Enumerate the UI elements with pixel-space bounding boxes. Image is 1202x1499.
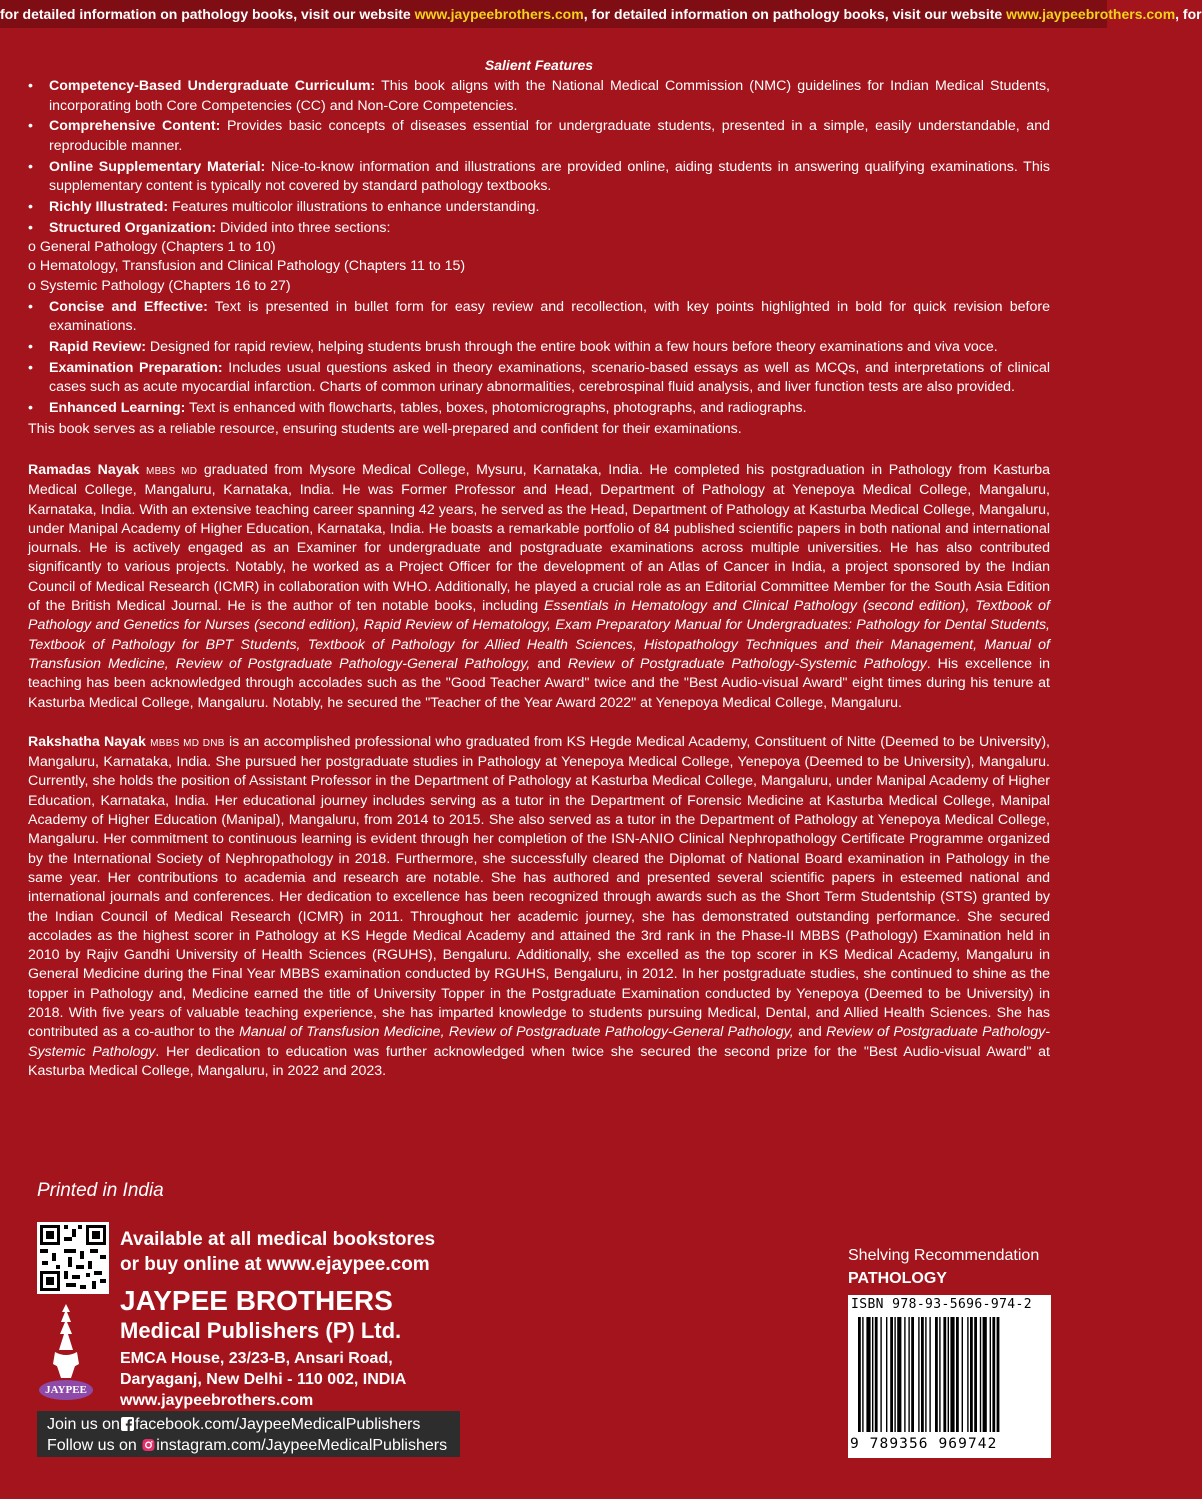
publisher-name: JAYPEE BROTHERS [120,1285,393,1316]
barcode-bar [925,1317,926,1432]
feature-item: • Richly Illustrated: Features multicolor illustrations to enhance understanding. [28,198,1050,217]
barcode-bar [997,1317,1000,1432]
barcode-bar [921,1317,924,1432]
author-degrees: MBBS MD [145,465,198,477]
qr-code-icon[interactable] [37,1222,109,1294]
shelving-category: PATHOLOGY [848,1270,947,1287]
barcode-bar [908,1317,909,1432]
top-banner [0,0,1202,28]
feature-item: • Comprehensive Content: Provides basic concepts of diseases essential for undergraduate students, presented in a simple, easily understandable, and reproducible manner. [28,117,1050,156]
section-item: o Systemic Pathology (Chapters 16 to 27) [28,277,291,294]
banner-website-1[interactable]: www.jaypeebrothers.com [414,6,584,22]
feature-item: • Enhanced Learning: Text is enhanced with flowcharts, tables, boxes, photomicrographs, photographs, and radiographs. [28,399,1050,418]
salient-closing: This book serves as a reliable resource, ensuring students are well-prepared and confident for their examinations. [28,420,742,437]
author-name: Ramadas Nayak [28,461,140,478]
isbn-barcode [848,1295,1051,1458]
publisher-address-2: Daryaganj, New Delhi - 110 002, INDIA [120,1371,407,1388]
barcode-bar [880,1317,881,1432]
instagram-link[interactable]: instagram.com/JaypeeMedicalPublishers [156,1437,448,1454]
barcode-bar [970,1317,973,1432]
section-item: o Hematology, Transfusion and Clinical Pathology (Chapters 11 to 15) [28,258,466,275]
barcode-bar [929,1317,930,1432]
barcode-bar [872,1317,873,1432]
barcode-bar [974,1317,977,1432]
barcode-bar [918,1317,919,1432]
banner-text-1: for detailed information on pathology books, visit our website [0,6,415,22]
feature-item: • Online Supplementary Material: Nice-to-know information and illustrations are provided online, aiding students in answering qualifying examinations. This supplementary content is typically not covered by standard pathology textbooks. [28,158,1050,197]
availability-line-2[interactable]: or buy online at www.ejaypee.com [120,1254,430,1275]
availability-line-1: Available at all medical bookstores [120,1229,436,1250]
banner-website-2[interactable]: www.jaypeebrothers.com [1006,6,1176,22]
barcode-bar [897,1317,901,1432]
facebook-row [47,1414,452,1435]
barcode-bar [943,1317,946,1432]
printed-in-label: Printed in India [37,1180,164,1201]
barcode-bar [948,1317,949,1432]
barcode-bar [886,1317,887,1432]
barcode-bar [962,1317,963,1432]
barcode-bar [983,1317,987,1432]
barcode-digits: 9 789356 969742 [850,1436,998,1452]
barcode-bars [852,1317,1047,1435]
logo-text: JAYPEE [45,1384,87,1396]
barcode-bar [950,1317,954,1432]
feature-item: • Competency-Based Undergraduate Curriculum: This book aligns with the National Medical Commission (NMC) guidelines for Indian Medical Students, incorporating both Core Competencies (CC) and Non-Core Competencies. [28,77,1050,116]
barcode-bar [992,1317,995,1432]
salient-features-title: Salient Features [484,57,594,73]
barcode-bar [967,1317,968,1432]
social-links [37,1411,460,1457]
availability-text [120,1227,435,1277]
barcode-bar [939,1317,940,1432]
feature-item: • Rapid Review: Designed for rapid review, helping students brush through the entire book within a few hours before theory examinations and viva voce. [28,338,1050,357]
barcode-bar [980,1317,981,1432]
publisher-block [120,1285,406,1411]
barcode-bar [890,1317,893,1432]
barcode-bar [858,1317,861,1432]
instagram-icon [142,1437,155,1451]
publisher-address-1: EMCA House, 23/23-B, Ansari Road, [120,1350,393,1367]
facebook-link[interactable]: facebook.com/JaypeeMedicalPublishers [134,1416,421,1433]
banner-text-3: , for [1175,6,1202,22]
back-cover-content [28,56,1050,1081]
banner-text-2: , for detailed information on pathology books, visit our website [583,6,1007,22]
barcode-bar [911,1317,914,1432]
barcode-bar [990,1317,991,1432]
author-degrees: MBBS MD DNB [150,737,225,749]
shelving-label: Shelving Recommendation [848,1247,1040,1264]
jaypee-logo [37,1302,95,1402]
publisher-website[interactable]: www.jaypeebrothers.com [120,1392,314,1409]
follow-label: Follow us on [47,1437,137,1454]
facebook-icon [121,1416,134,1430]
join-label: Join us on [47,1416,120,1433]
barcode-bar [894,1317,895,1432]
publisher-subname: Medical Publishers (P) Ltd. [120,1318,402,1343]
isbn-text: ISBN 978-93-5696-974-2 [851,1297,1032,1312]
barcode-bar [866,1317,870,1432]
salient-features-list [28,77,1050,418]
instagram-row [47,1435,452,1456]
author-bio-rakshatha: Rakshatha Nayak MBBS MD DNB is an accomplished professional who graduated from KS Hegde Medical Academy, Constituent of Nitte (Deemed to be University), Mangaluru, Karnataka, India. She pursued her postgraduate studies in Pathology at Yenepoya Medical College, Yenepoya (Deemed to be University), Mangaluru. Currently, she holds the position of Assistant Professor in the Department of Pathology at Kasturba Medical College, Mangaluru, under Manipal Academy of Higher Education, Karnataka, India. Her educational journey includes serving as a tutor in the Department of Forensic Medicine at Kasturba Medical College, Manipal Academy of Higher Education (Manipal), Mangaluru, from 2014 to 2015. She also served as a tutor in the Department of Pathology at Yenepoya Medical College, Mangaluru. Her commitment to continuous learning is evident through her completion of the ISN-ANIO Clinical Nephropathology Certificate Programme organized by the International Society of Nephropathology in 2018. Furthermore, she successfully cleared the Diplomat of National Board examination in Pathology in the same year. Her contributions to academia and research are notable. She has authored and presented several scientific papers in esteemed national and international journals and conferences. Her dedication to excellence has been recognized through awards such as the Short Term Studentship (STS) granted by the Indian Council of Medical Research (ICMR) in 2011. Throughout her academic journey, she has demonstrated outstanding performance. She secured accolades as the highest scorer in Pathology at KS Hegde Medical Academy and attained the 3rd rank in the Phase-II MBBS (Pathology) Examination held in 2010 by Rajiv Gandhi University of Health Sciences (RGUHS), Bengaluru. Additionally, she excelled as the top scorer in KS Medical Academy, Mangaluru in General Medicine during the Final Year MBBS examination conducted by RGUHS, Bengaluru, in 2012. In her postgraduate studies, she continued to shine as the topper in Pathology and, Medicine earned the title of University Topper in the Postgraduate Examination conducted by Yenepoya (Deemed to be University) in 2018. With five years of valuable teaching experience, she has imparted knowledge to students pursuing Medical, Dental, and Allied Health Sciences. She has contributed as a co-author to the Manual of Transfusion Medicine, Review of Postgraduate Pathology-General Pathology, and Review of Postgraduate Pathology-Systemic Pathology. Her dedication to education was further acknowledged when twice she secured the second prize for the "Best Audio-visual Award" at Kasturba Medical College, Mangaluru, in 2022 and 2023. [28,733,1051,1079]
author-bio-ramadas: Ramadas Nayak MBBS MD graduated from Mysore Medical College, Mysuru, Karnataka, India. He completed his postgraduation in Pathology from Kasturba Medical College, Mangaluru, Karnataka, India. He was Former Professor and Head, Department of Pathology at Yenepoya Medical College, Mangaluru, Karnataka, India. With an extensive teaching career spanning 42 years, he served as the Head, Department of Pathology at Kasturba Medical College, Mangaluru, under Manipal Academy of Higher Education, Karnataka, India. He boasts a remarkable portfolio of 84 published scientific papers in both national and international journals. He is actively engaged as an Examiner for undergraduate and postgraduate examinations across multiple universities. He has also contributed significantly to various projects. Notably, he worked as a Project Officer for the development of an Atlas of Cancer in India, a project sponsored by the Indian Council of Medical Research (ICMR) in collaboration with WHO. Additionally, he played a crucial role as an Editorial Committee Member for the South Asia Edition of the British Medical Journal. He is the author of ten notable books, including Essentials in Hematology and Clinical Pathology (second edition), Textbook of Pathology and Genetics for Nurses (second edition), Rapid Review of Hematology, Exam Preparatory Manual for Undergraduates: Pathology for Dental Students, Textbook of Pathology for BPT Students, Textbook of Pathology for Allied Health Sciences, Histopathology Techniques and their Management, Manual of Transfusion Medicine, Review of Postgraduate Pathology-General Pathology, and Review of Postgraduate Pathology-Systemic Pathology. His excellence in teaching has been acknowledged through accolades such as the "Good Teacher Award" twice and the "Best Audio-visual Award" eight times during his tenure at Kasturba Medical College, Mangaluru. Notably, he secured the "Teacher of the Year Award 2022" at Yenepoya Medical College, Mangaluru. [28,461,1050,711]
feature-item: • Examination Preparation: Includes usual questions asked in theory examinations, scenario-based essays as well as MCQs, and interpretations of clinical cases such as acute myocardial infarction. Charts of common urinary abnormalities, cerebrospinal fluid analysis, and liver function tests are also provided. [28,359,1050,398]
barcode-bar [862,1317,863,1432]
barcode-bar [875,1317,878,1432]
author-name: Rakshatha Nayak [28,733,146,750]
feature-item: • Concise and Effective: Text is presented in bullet form for easy review and recollection, with key points highlighted in bold for quick revision before examinations. [28,298,1050,337]
feature-item: • Structured Organization: Divided into three sections: o General Pathology (Chapters 1 to 10) o Hematology, Transfusion and Clinical Pathology (Chapters 11 to 15) o Systemic Pathology (Chapters 16 to 27) [28,219,1050,296]
barcode-bar [904,1317,905,1432]
section-item: o General Pathology (Chapters 1 to 10) [28,239,276,256]
shelving-block [848,1244,1039,1290]
barcode-bar [956,1317,959,1432]
barcode-bar [935,1317,938,1432]
